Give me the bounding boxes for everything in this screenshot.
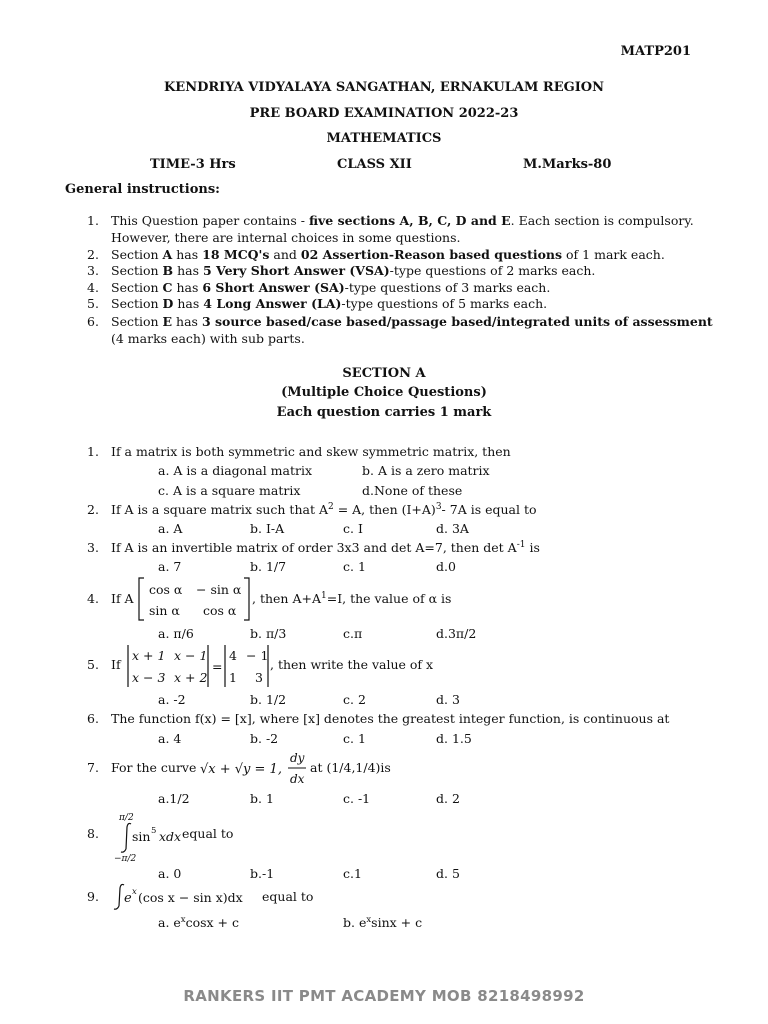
school-name: KENDRIYA VIDYALAYA SANGATHAN, ERNAKULAM REGION <box>163 80 604 95</box>
determinant-cell: x + 1 <box>132 648 166 663</box>
matrix-cell: cos α <box>203 603 237 618</box>
option: c. I <box>343 521 363 536</box>
section-note: Each question carries 1 mark <box>276 405 492 420</box>
integral-upper-limit: π/2 <box>119 813 134 823</box>
option: a.1/2 <box>158 791 190 806</box>
question-number: 9. <box>87 889 99 904</box>
instruction-text: (4 marks each) with sub parts. <box>111 331 305 346</box>
option: a. 4 <box>158 731 182 746</box>
question-number: 8. <box>87 826 99 841</box>
determinant-cell: x − 1 <box>174 648 208 663</box>
subject-title: MATHEMATICS <box>326 131 442 146</box>
option: a. A is a diagonal matrix <box>158 463 313 478</box>
option: b. A is a zero matrix <box>362 463 490 478</box>
option: b. 1/2 <box>250 692 287 707</box>
exponent: x <box>132 887 137 897</box>
exam-class: CLASS XII <box>337 157 412 172</box>
question-text: equal to <box>262 889 314 904</box>
curve-expression <box>198 748 310 788</box>
question-text: If <box>111 657 121 672</box>
option: c.1 <box>343 866 362 881</box>
section-title: SECTION A <box>342 366 426 381</box>
determinant-cell: 4 <box>229 648 237 663</box>
instruction-number: 2. <box>87 247 99 262</box>
integrand-variable: xdx <box>159 829 182 844</box>
instruction-number: 1. <box>87 213 99 228</box>
option: b. 1/7 <box>250 559 287 574</box>
option: c. A is a square matrix <box>158 483 301 498</box>
instruction-text: Section A has 18 MCQ's and 02 Assertion-Reason based questions of 1 mark each. <box>111 247 665 262</box>
instruction-text: Section D has 4 Long Answer (LA)-type questions of 5 marks each. <box>111 296 548 311</box>
determinant-cell: 1 <box>229 670 237 685</box>
section-subtitle: (Multiple Choice Questions) <box>281 385 487 400</box>
paper-code: MATP201 <box>620 44 691 59</box>
option: b. I-A <box>250 521 285 536</box>
question-text: equal to <box>182 826 234 841</box>
instruction-text: Section B has 5 Very Short Answer (VSA)-type questions of 2 marks each. <box>111 263 596 278</box>
question-number: 6. <box>87 711 99 726</box>
instruction-text: This Question paper contains - five sections A, B, C, D and E. Each section is compulsory. <box>111 213 694 228</box>
option: b.-1 <box>250 866 275 881</box>
option: a. π/6 <box>158 626 194 641</box>
integrand: sin <box>132 829 151 844</box>
exponent: 5 <box>151 826 157 836</box>
option: c. -1 <box>343 791 371 806</box>
option: a. -2 <box>158 692 186 707</box>
exam-marks: M.Marks-80 <box>523 157 612 172</box>
question-text: For the curve <box>111 760 197 775</box>
option: b. π/3 <box>250 626 287 641</box>
question-text: If A is a square matrix such that $A^2 = A$, then $(I+A)^3-$ 7A is equal to <box>111 502 537 518</box>
determinant-cell: 3 <box>255 670 263 685</box>
question-number: 4. <box>87 591 99 606</box>
derivative-denominator: dx <box>290 772 305 786</box>
option: d. 3A <box>436 521 469 536</box>
derivative-numerator: dy <box>290 751 305 765</box>
instruction-number: 6. <box>87 314 99 329</box>
question-text: The function f(x) = [x], where [x] denotes the greatest integer function, is continuous at <box>111 711 670 726</box>
instruction-text: Section C has 6 Short Answer (SA)-type questions of 3 marks each. <box>111 280 551 295</box>
option: d. 1.5 <box>436 731 472 746</box>
instruction-number: 3. <box>87 263 99 278</box>
option: d.None of these <box>362 483 463 498</box>
exam-time: TIME-3 Hrs <box>150 157 236 172</box>
determinant-expression <box>126 643 272 689</box>
integrand: e <box>124 891 132 906</box>
matrix-cell: − sin α <box>196 582 242 597</box>
question-text: If A is an invertible matrix of order 3x3 and det A=7, then $\det A^{-1}$ is <box>111 540 540 556</box>
exam-title: PRE BOARD EXAMINATION 2022-23 <box>249 106 519 121</box>
matrix-cell: cos α <box>149 582 183 597</box>
option: c. 2 <box>343 692 366 707</box>
instruction-text: Section E has 3 source based/case based/passage based/integrated units of assessment <box>111 314 713 329</box>
option: b. 1 <box>250 791 274 806</box>
question-number: 3. <box>87 540 99 555</box>
determinant-cell: − 1 <box>246 648 269 663</box>
option: d. 3 <box>436 692 460 707</box>
option: a. $e^x\cos x + c$ <box>158 915 240 931</box>
option: c.π <box>343 626 363 641</box>
curve-equation: √x + √y = 1, <box>200 762 282 777</box>
option: a. 7 <box>158 559 182 574</box>
question-text: If a matrix is both symmetric and skew symmetric matrix, then <box>111 444 511 459</box>
option: c. 1 <box>343 731 366 746</box>
instructions-title: General instructions: <box>65 182 220 197</box>
footer-watermark: RANKERS IIT PMT ACADEMY MOB 8218498992 <box>183 987 585 1005</box>
question-text: If A <box>111 591 134 606</box>
option: d. 2 <box>436 791 460 806</box>
question-number: 5. <box>87 657 99 672</box>
instruction-number: 5. <box>87 296 99 311</box>
question-text: at (1/4,1/4)is <box>310 760 391 775</box>
option: b. $e^x\sin x + c$ <box>343 915 423 931</box>
option: d.3π/2 <box>436 626 477 641</box>
instruction-text: However, there are internal choices in some questions. <box>111 230 461 245</box>
option: d. 5 <box>436 866 460 881</box>
determinant-cell: x + 2 <box>174 670 208 685</box>
integral-lower-limit: −π/2 <box>114 854 137 864</box>
option: b. -2 <box>250 731 279 746</box>
matrix-expression <box>138 576 256 622</box>
question-text: , then $A+A^1=I$, the value of α is <box>252 591 452 607</box>
equals-sign: = <box>212 659 223 674</box>
question-number: 7. <box>87 760 99 775</box>
question-text: , then write the value of x <box>270 657 434 672</box>
matrix-cell: sin α <box>149 603 180 618</box>
instruction-number: 4. <box>87 280 99 295</box>
determinant-cell: x − 3 <box>132 670 166 685</box>
integrand-body: (cos x − sin x)dx <box>138 890 243 905</box>
option: a. 0 <box>158 866 182 881</box>
question-number: 2. <box>87 502 99 517</box>
option: a. A <box>158 521 183 536</box>
option: c. 1 <box>343 559 366 574</box>
question-number: 1. <box>87 444 99 459</box>
option: d.0 <box>436 559 456 574</box>
